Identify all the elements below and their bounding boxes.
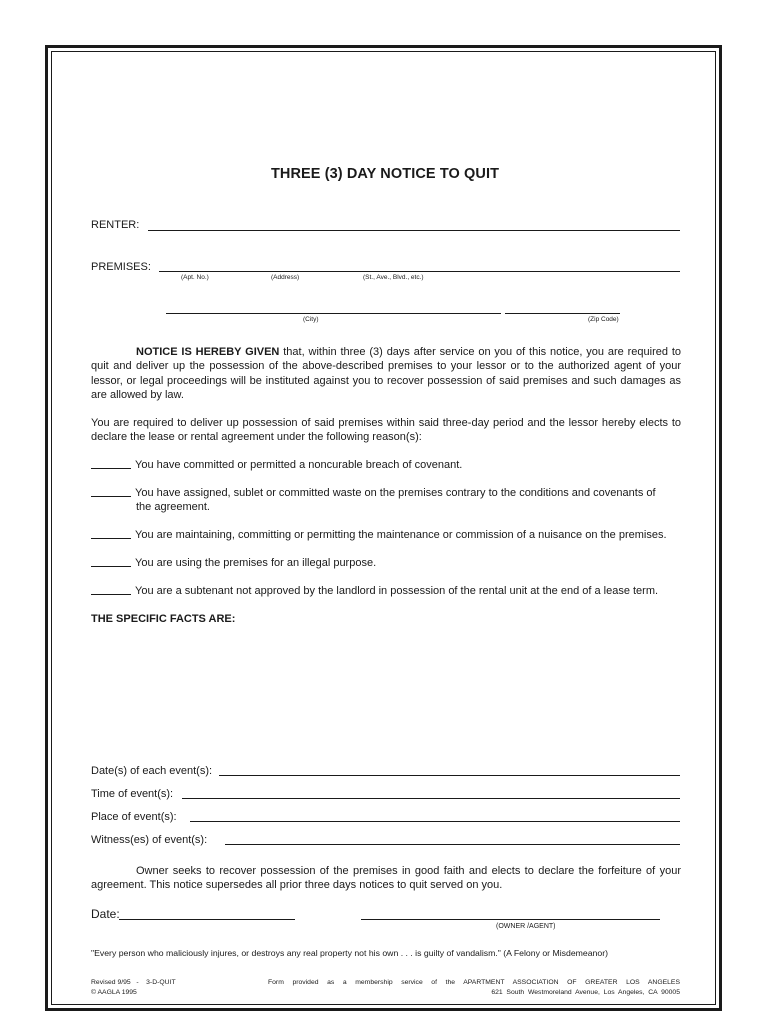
premises-label: PREMISES: xyxy=(91,261,151,273)
witness-label: Witness(es) of event(s): xyxy=(91,834,208,846)
city-field[interactable] xyxy=(166,313,501,314)
owner-statement: Owner seeks to recover possession of the premises in good faith and elects to declare the forfeiture of your agreement. This notice supersedes all prior three days notices to quit served on you. xyxy=(91,865,681,892)
place-field[interactable] xyxy=(190,821,680,822)
premises-address-field[interactable] xyxy=(159,271,680,272)
date-field[interactable] xyxy=(119,919,295,920)
notice-paragraph xyxy=(91,345,681,402)
reason-item xyxy=(91,528,683,542)
reason-item xyxy=(91,486,683,514)
vandalism-notice: "Every person who maliciously injures, or destroys any real property not his own . . . is guilty of vandalism." (A Felony or Misdemeanor) xyxy=(91,948,609,958)
street-caption: (St., Ave., Blvd., etc.) xyxy=(363,274,424,281)
reason-text: You have committed or permitted a noncurable breach of covenant. xyxy=(135,459,463,471)
city-caption: (City) xyxy=(303,316,319,323)
apt-caption: (Apt. No.) xyxy=(181,274,209,281)
specific-facts-heading: THE SPECIFIC FACTS ARE: xyxy=(91,613,236,625)
footer-revised: Revised 9/95 - 3-D-QUIT xyxy=(91,979,176,986)
footer-provided-by: Form provided as a membership service of the APARTMENT ASSOCIATION OF GREATER LOS ANGELES xyxy=(268,979,680,986)
reason-checkbox-line[interactable] xyxy=(91,528,131,539)
time-field[interactable] xyxy=(182,798,680,799)
requirement-paragraph: You are required to deliver up possession of said premises within said three-day period and the lessor hereby elects to declare the lease or rental agreement under the following reason(s): xyxy=(91,417,681,444)
renter-label: RENTER: xyxy=(91,219,140,231)
renter-field[interactable] xyxy=(148,230,680,231)
dates-label: Date(s) of each event(s): xyxy=(91,765,213,777)
footer-copyright: © AAGLA 1995 xyxy=(91,989,137,996)
address-caption: (Address) xyxy=(271,274,300,281)
reason-item xyxy=(91,458,683,472)
zip-field[interactable] xyxy=(505,313,620,314)
time-label: Time of event(s): xyxy=(91,788,174,800)
date-label: Date: xyxy=(91,907,120,921)
reason-checkbox-line[interactable] xyxy=(91,458,131,469)
reason-item xyxy=(91,556,683,570)
dates-field[interactable] xyxy=(219,775,680,776)
reason-text: You are maintaining, committing or permitting the maintenance or commission of a nuisance on the premises. xyxy=(135,529,667,541)
reason-checkbox-line[interactable] xyxy=(91,486,131,497)
reason-text: You have assigned, sublet or committed waste on the premises contrary to the conditions and covenants of xyxy=(135,487,656,499)
reason-checkbox-line[interactable] xyxy=(91,556,131,567)
footer-address: 621 South Westmoreland Avenue, Los Angeles, CA 90005 xyxy=(491,989,680,996)
reason-checkbox-line[interactable] xyxy=(91,584,131,595)
notice-lead: NOTICE IS HEREBY GIVEN xyxy=(136,346,280,358)
form-title: THREE (3) DAY NOTICE TO QUIT xyxy=(270,166,500,182)
reason-text: You are using the premises for an illegal purpose. xyxy=(135,557,377,569)
witness-field[interactable] xyxy=(225,844,680,845)
owner-agent-signature-line[interactable] xyxy=(361,919,660,920)
notice-text: that, within three (3) days after service on you of this notice, you are required to quit and deliver up the possession of the above-described premises to your lessor or to the authorized agent of your lessor, or legal proceedings will be instituted against you to recover possession of said premises and such damages as are allowed by law. xyxy=(91,346,681,401)
zip-caption: (Zip Code) xyxy=(588,316,619,323)
reason-text: You are a subtenant not approved by the landlord in possession of the rental unit at the end of a lease term. xyxy=(135,585,659,597)
owner-agent-caption: (OWNER /AGENT) xyxy=(496,923,556,930)
reason-item xyxy=(91,584,683,598)
reason-text-continued: the agreement. xyxy=(136,501,210,513)
place-label: Place of event(s): xyxy=(91,811,177,823)
